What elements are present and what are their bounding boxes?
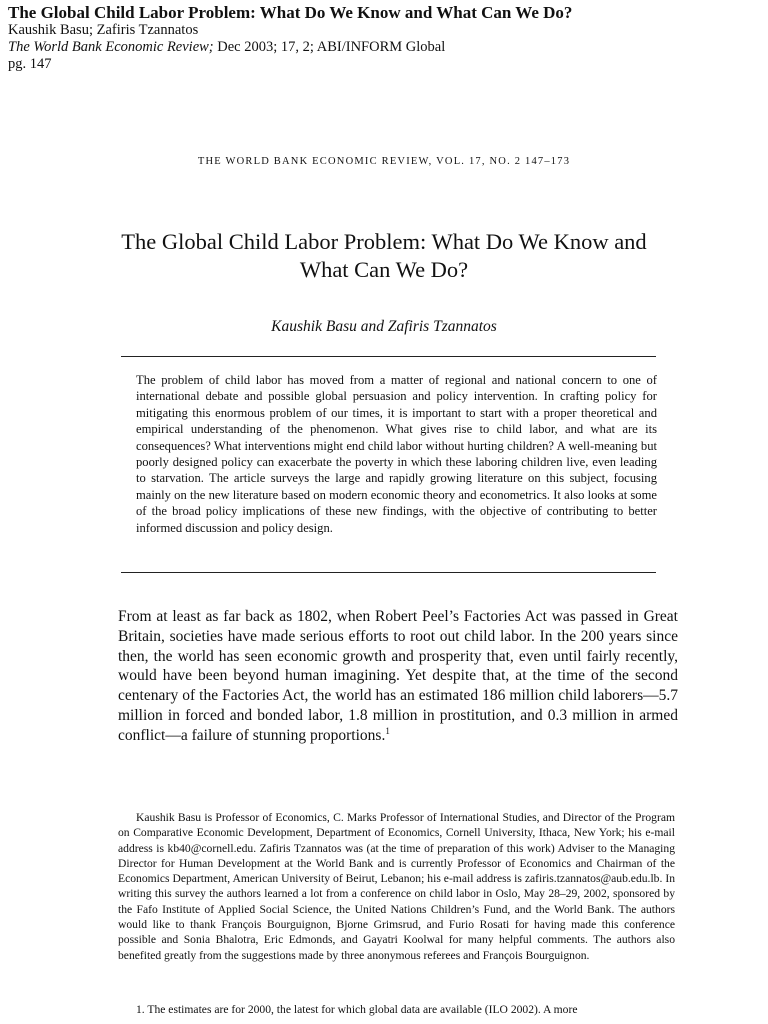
running-head: THE WORLD BANK ECONOMIC REVIEW, VOL. 17, NO. 2 147–173 — [197, 156, 571, 167]
article-title: The Global Child Labor Problem: What Do We Know and What Can We Do? — [121, 229, 647, 282]
abstract: The problem of child labor has moved from a matter of regional and national concern to one of international debate and possible global persuasion and policy intervention. In crafting policy for mitigating this enormous problem of our times, it is important to start with a proper theoretical and empirical understanding of the phenomenon. What gives rise to child labor, and what are its consequences? What interventions might end child labor without hurting children? A well-meaning but poorly designed policy can exacerbate the poverty in which these laboring children live, even leading to starvation. The article surveys the large and rapidly growing literature on this subject, focusing mainly on the new literature based on modern economic theory and econometrics. It also looks at some of the broad policy implications of these new findings, with the objective of contributing to better informed discussion and policy design. — [136, 373, 657, 535]
citation-title: The Global Child Labor Problem: What Do We Know and What Can We Do? — [8, 3, 573, 22]
abstract-top-rule — [121, 356, 656, 357]
body-text: From at least as far back as 1802, when Robert Peel’s Factories Act was passed in Great Britain, societies have made serious efforts to root out child labor. In the 200 years since then, the world has seen economic growth and prosperity that, even until fairly recently, would have been beyond human imagining. Yet despite that, at the time of the second centenary of the Factories Act, the world has an estimated 186 million child laborers—5.7 million in forced and bonded labor, 1.8 million in prostitution, and 0.3 million in armed conflict—a failure of stunning proportions. — [118, 608, 678, 744]
citation-journal: The World Bank Economic Review; — [8, 39, 214, 55]
abstract-bottom-rule — [121, 572, 656, 573]
citation-source-details: Dec 2003; 17, 2; ABI/INFORM Global — [213, 39, 446, 55]
author-note: Kaushik Basu is Professor of Economics, C. Marks Professor of International Studies, and Director of the Program on Comparative Economic Development, Department of Economics, Cornell University, Ithaca, New York; his e-mail address is kb40@cornell.edu. Zafiris Tzannatos was (at the time of preparation of this work) Adviser to the Managing Director for Human Development at the World Bank and is currently Professor of Economics and Chairman of the Economics Department, American University of Beirut, Lebanon; his e-mail address is zafiris.tzannatos@aub.edu.lb. In writing this survey the authors learned a lot from a conference on child labor in Oslo, May 28–29, 2002, sponsored by the Fafo Institute of Applied Social Science, the United Nations Children’s Fund, and the World Bank. The authors would like to thank François Bourguignon, Bjorne Grimsrud, and Furio Rosati for having made this conference possible and Sonia Bhalotra, Eric Edmonds, and Gayatri Koolwal for many helpful comments. The authors also benefited greatly from the suggestions made by three anonymous referees and François Bourguignon. — [118, 811, 675, 962]
citation-header — [8, 3, 758, 73]
citation-page: pg. 147 — [8, 56, 52, 72]
body-paragraph — [118, 607, 678, 746]
footnote-marker: 1 — [385, 725, 390, 736]
footnote-1: 1. The estimates are for 2000, the latest for which global data are available (ILO 2002). A more — [136, 1003, 578, 1016]
citation-authors: Kaushik Basu; Zafiris Tzannatos — [8, 22, 199, 38]
article-authors: Kaushik Basu and Zafiris Tzannatos — [271, 318, 497, 335]
citation-source — [8, 39, 758, 56]
